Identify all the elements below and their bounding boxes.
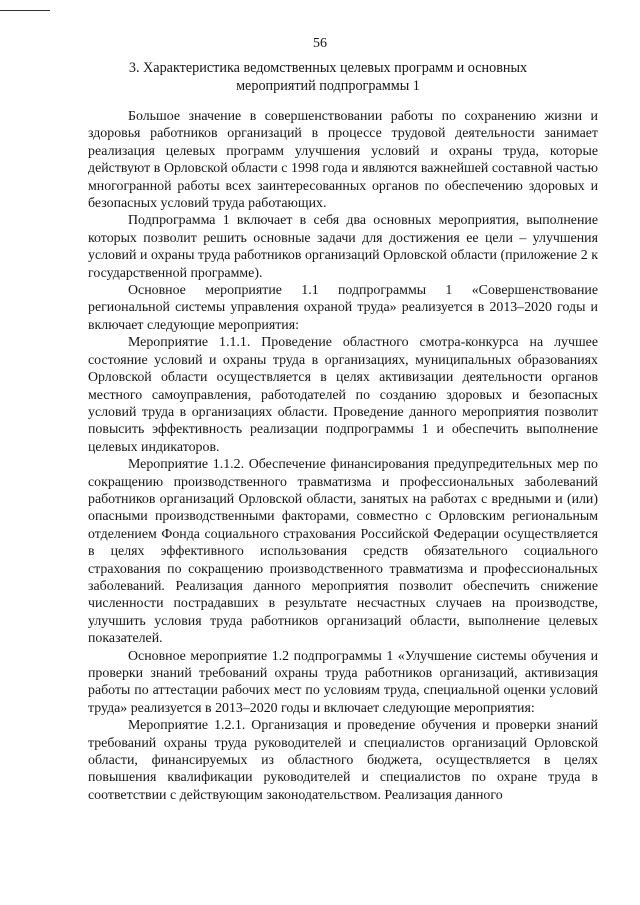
paragraph-intro: Большое значение в совершенствовании работы по сохранению жизни и здоровья работников организаций в процессе трудовой деятельности занимает реализация целевых программ улучшения условий и охраны труда, которые действуют в Орловской области с 1998 года и являются важнейшей составной частью многогранной работы всех заинтересованных органов по обеспечению здоровых и безопасных условий труда работающих. (88, 109, 598, 212)
paragraph-measure-1-2: Основное мероприятие 1.2 подпрограммы 1 «Улучшение системы обучения и проверки знаний требований охраны труда работников организаций, активизация работы по аттестации рабочих мест по условиям труда, специальной оценки условий труда» реализуется в 2013–2020 годы и включает следующие мероприятия: (88, 648, 598, 716)
paragraph-measure-1-1-2: Мероприятие 1.1.2. Обеспечение финансирования предупредительных мер по сокращению производственного травматизма и профессиональных заболеваний работников организаций Орловской области, занятых на работах с вредными и (или) опасными производственными факторами, совместно с Орловским региональным отделением Фонда социального страхования Российской Федерации осуществляется в целях эффективного использования средств обязательного социального страхования по сокращению производственного травматизма и профессиональных заболеваний. Реализация данного мероприятия позволит обеспечить снижение численности пострадавших в результате несчастных случаев на производстве, улучшить условия труда работников организаций области, выполнение целевых показателей. (88, 457, 598, 647)
paragraph-measure-1-1: Основное мероприятие 1.1 подпрограммы 1 «Совершенствование региональной системы управления охраной труда» реализуется в 2013–2020 годы и включает следующие мероприятия: (88, 283, 598, 333)
paragraph-measure-1-2-1: Мероприятие 1.2.1. Организация и проведение обучения и проверки знаний требований охраны труда руководителей и специалистов организаций Орловской области, финансируемых из областного бюджета, осуществляется в целях повышения квалификации руководителей и специалистов по охране труда в соответствии с действующим законодательством. Реализация данного (88, 718, 598, 803)
paragraph-subprogram-1: Подпрограмма 1 включает в себя два основных мероприятия, выполнение которых позволит решить основные задачи для достижения ее цели – улучшения условий и охраны труда работников организаций Орловской области (приложение 2 к государственной программе). (88, 213, 598, 281)
page-number: 56 (313, 36, 327, 51)
scan-corner-mark (0, 10, 50, 11)
paragraph-measure-1-1-1: Мероприятие 1.1.1. Проведение областного смотра-конкурса на лучшее состояние условий и охраны труда в организациях, муниципальных образованиях Орловской области осуществляется в целях активизации деятельности органов местного самоуправления, работодателей по созданию здоровых и безопасных условий труда в организациях области. Проведение данного мероприятия позволит повысить эффективность реализации подпрограммы 1 и обеспечить выполнение целевых индикаторов. (88, 335, 598, 455)
section-heading (88, 60, 568, 95)
section-heading-line-2: мероприятий подпрограммы 1 (236, 77, 420, 94)
section-heading-line-1: 3. Характеристика ведомственных целевых программ и основных (128, 60, 528, 76)
body-text (88, 108, 598, 804)
